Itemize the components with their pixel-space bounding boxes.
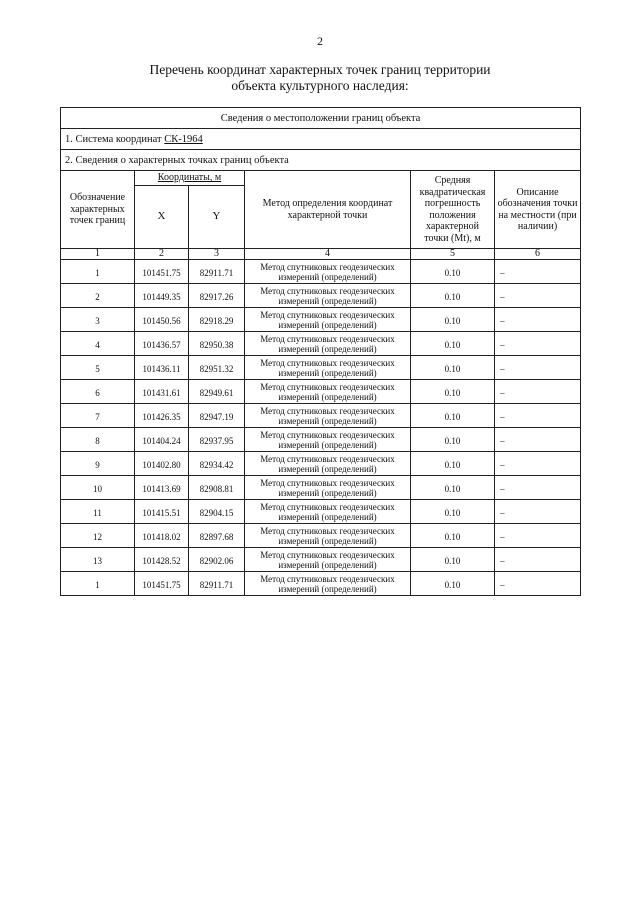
- table-row: [61, 500, 581, 524]
- description-cell: –: [495, 260, 581, 284]
- error-cell: 0.10: [411, 452, 495, 476]
- point-number-cell: 7: [61, 404, 135, 428]
- table-row: [61, 452, 581, 476]
- error-cell: 0.10: [411, 380, 495, 404]
- error-cell: 0.10: [411, 500, 495, 524]
- point-number-cell: 13: [61, 548, 135, 572]
- x-coordinate-cell: 101449.35: [135, 284, 189, 308]
- table-row: [61, 308, 581, 332]
- column-number: 3: [189, 249, 245, 260]
- point-number-cell: 5: [61, 356, 135, 380]
- x-coordinate-cell: 101404.24: [135, 428, 189, 452]
- error-cell: 0.10: [411, 428, 495, 452]
- header-description: Описание обозначения точки на местности (при наличии): [495, 171, 581, 249]
- error-cell: 0.10: [411, 332, 495, 356]
- header-y: Y: [189, 186, 245, 249]
- point-number-cell: 1: [61, 260, 135, 284]
- description-cell: –: [495, 500, 581, 524]
- point-number-cell: 1: [61, 572, 135, 596]
- y-coordinate-cell: 82911.71: [189, 260, 245, 284]
- y-coordinate-cell: 82951.32: [189, 356, 245, 380]
- method-cell: Метод спутниковых геодезических измерений (определений): [245, 284, 411, 308]
- x-coordinate-cell: 101418.02: [135, 524, 189, 548]
- description-cell: –: [495, 308, 581, 332]
- description-cell: –: [495, 572, 581, 596]
- method-cell: Метод спутниковых геодезических измерений (определений): [245, 524, 411, 548]
- y-coordinate-cell: 82949.61: [189, 380, 245, 404]
- method-cell: Метод спутниковых геодезических измерений (определений): [245, 500, 411, 524]
- y-coordinate-cell: 82950.38: [189, 332, 245, 356]
- error-cell: 0.10: [411, 356, 495, 380]
- page-number: 2: [317, 34, 323, 48]
- table-row: [61, 260, 581, 284]
- table-row: [61, 404, 581, 428]
- table-row: [61, 548, 581, 572]
- x-coordinate-cell: 101451.75: [135, 572, 189, 596]
- column-number: 1: [61, 249, 135, 260]
- method-cell: Метод спутниковых геодезических измерений (определений): [245, 308, 411, 332]
- error-cell: 0.10: [411, 284, 495, 308]
- header-error: Средняя квадратическая погрешность положения характерной точки (Mt), м: [411, 171, 495, 249]
- y-coordinate-cell: 82902.06: [189, 548, 245, 572]
- point-number-cell: 11: [61, 500, 135, 524]
- point-number-cell: 9: [61, 452, 135, 476]
- description-cell: –: [495, 476, 581, 500]
- header-coordinates: Координаты, м: [135, 171, 245, 186]
- method-cell: Метод спутниковых геодезических измерений (определений): [245, 476, 411, 500]
- table-row: [61, 524, 581, 548]
- x-coordinate-cell: 101428.52: [135, 548, 189, 572]
- description-cell: –: [495, 380, 581, 404]
- method-cell: Метод спутниковых геодезических измерений (определений): [245, 572, 411, 596]
- description-cell: –: [495, 404, 581, 428]
- error-cell: 0.10: [411, 572, 495, 596]
- coordinate-system-prefix: 1. Система координат: [65, 133, 165, 145]
- method-cell: Метод спутниковых геодезических измерений (определений): [245, 260, 411, 284]
- y-coordinate-cell: 82897.68: [189, 524, 245, 548]
- coordinate-system-value: СК-1964: [164, 133, 203, 145]
- error-cell: 0.10: [411, 476, 495, 500]
- coordinates-table: [60, 107, 581, 596]
- point-number-cell: 4: [61, 332, 135, 356]
- x-coordinate-cell: 101431.61: [135, 380, 189, 404]
- method-cell: Метод спутниковых геодезических измерений (определений): [245, 380, 411, 404]
- coordinate-system: [61, 129, 581, 150]
- table-row: [61, 428, 581, 452]
- x-coordinate-cell: 101436.11: [135, 356, 189, 380]
- table-row: [61, 572, 581, 596]
- x-coordinate-cell: 101402.80: [135, 452, 189, 476]
- error-cell: 0.10: [411, 308, 495, 332]
- method-cell: Метод спутниковых геодезических измерений (определений): [245, 332, 411, 356]
- error-cell: 0.10: [411, 548, 495, 572]
- description-cell: –: [495, 356, 581, 380]
- title-line-1: Перечень координат характерных точек границ территории: [149, 62, 491, 77]
- header-designation: Обозначение характерных точек границ: [61, 171, 135, 249]
- point-number-cell: 8: [61, 428, 135, 452]
- column-number: 5: [411, 249, 495, 260]
- x-coordinate-cell: 101450.56: [135, 308, 189, 332]
- table-row: [61, 356, 581, 380]
- x-coordinate-cell: 101451.75: [135, 260, 189, 284]
- error-cell: 0.10: [411, 404, 495, 428]
- title-line-2: объекта культурного наследия:: [231, 78, 409, 93]
- method-cell: Метод спутниковых геодезических измерений (определений): [245, 428, 411, 452]
- point-number-cell: 3: [61, 308, 135, 332]
- x-coordinate-cell: 101413.69: [135, 476, 189, 500]
- error-cell: 0.10: [411, 260, 495, 284]
- description-cell: –: [495, 452, 581, 476]
- column-number: 4: [245, 249, 411, 260]
- method-cell: Метод спутниковых геодезических измерений (определений): [245, 452, 411, 476]
- y-coordinate-cell: 82947.19: [189, 404, 245, 428]
- method-cell: Метод спутниковых геодезических измерений (определений): [245, 356, 411, 380]
- method-cell: Метод спутниковых геодезических измерений (определений): [245, 548, 411, 572]
- y-coordinate-cell: 82904.15: [189, 500, 245, 524]
- y-coordinate-cell: 82908.81: [189, 476, 245, 500]
- y-coordinate-cell: 82911.71: [189, 572, 245, 596]
- description-cell: –: [495, 524, 581, 548]
- error-cell: 0.10: [411, 524, 495, 548]
- point-number-cell: 10: [61, 476, 135, 500]
- y-coordinate-cell: 82918.29: [189, 308, 245, 332]
- header-method: Метод определения координат характерной точки: [245, 171, 411, 249]
- description-cell: –: [495, 332, 581, 356]
- description-cell: –: [495, 284, 581, 308]
- table-row: [61, 332, 581, 356]
- description-cell: –: [495, 428, 581, 452]
- x-coordinate-cell: 101436.57: [135, 332, 189, 356]
- points-header: 2. Сведения о характерных точках границ объекта: [61, 150, 581, 171]
- y-coordinate-cell: 82934.42: [189, 452, 245, 476]
- document-title: [0, 62, 640, 94]
- table-row: [61, 380, 581, 404]
- point-number-cell: 12: [61, 524, 135, 548]
- method-cell: Метод спутниковых геодезических измерений (определений): [245, 404, 411, 428]
- column-number: 2: [135, 249, 189, 260]
- y-coordinate-cell: 82937.95: [189, 428, 245, 452]
- header-x: X: [135, 186, 189, 249]
- table-row: [61, 284, 581, 308]
- x-coordinate-cell: 101426.35: [135, 404, 189, 428]
- y-coordinate-cell: 82917.26: [189, 284, 245, 308]
- description-cell: –: [495, 548, 581, 572]
- column-number: 6: [495, 249, 581, 260]
- table-row: [61, 476, 581, 500]
- point-number-cell: 2: [61, 284, 135, 308]
- point-number-cell: 6: [61, 380, 135, 404]
- x-coordinate-cell: 101415.51: [135, 500, 189, 524]
- section-header: Сведения о местоположении границ объекта: [61, 108, 581, 129]
